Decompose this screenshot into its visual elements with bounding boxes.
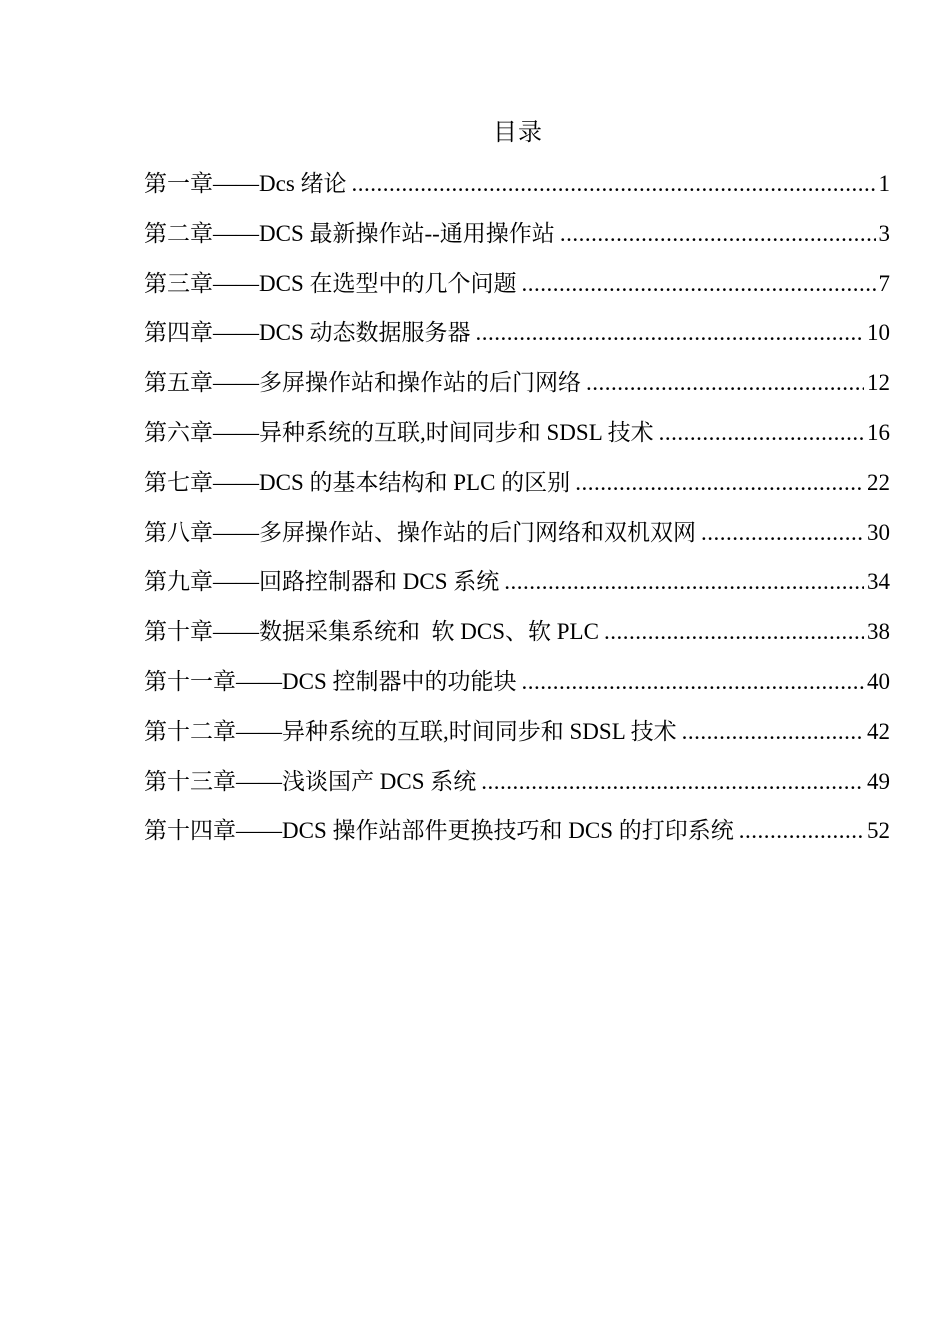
toc-entry-page: 1 xyxy=(878,171,890,196)
toc-leader-dots xyxy=(481,764,864,800)
toc-entry[interactable] xyxy=(144,266,890,316)
toc-entry-page: 52 xyxy=(867,818,890,844)
toc-leader-dots xyxy=(504,564,864,600)
toc-entry[interactable] xyxy=(144,365,890,415)
toc-entry-text: 第二章——DCS 最新操作站--通用操作站 xyxy=(144,220,555,246)
toc-entry-page: 3 xyxy=(878,220,890,246)
toc-entry-page: 7 xyxy=(878,270,890,296)
toc-entry-page: 16 xyxy=(867,419,890,445)
toc-leader-dots xyxy=(682,714,864,750)
toc-entry-page: 12 xyxy=(867,370,890,396)
toc-entry-text: 第三章——DCS 在选型中的几个问题 xyxy=(144,270,517,296)
toc-entry-text: 第十三章——浅谈国产 DCS 系统 xyxy=(144,768,477,794)
toc-entry-page: 40 xyxy=(867,668,890,694)
toc-leader-dots xyxy=(522,664,865,700)
toc-leader-dots xyxy=(560,216,876,252)
toc-leader-dots xyxy=(352,166,876,202)
toc-entry-text: 第十四章——DCS 操作站部件更换技巧和 DCS 的打印系统 xyxy=(144,818,734,844)
toc-entry[interactable] xyxy=(144,813,890,863)
toc-entry[interactable] xyxy=(144,166,890,216)
toc-entry-text: 第十二章——异种系统的互联,时间同步和 SDSL 技术 xyxy=(144,718,677,744)
toc-entry-page: 34 xyxy=(867,569,890,595)
toc-entry-page: 10 xyxy=(867,320,890,346)
toc-entry-page: 30 xyxy=(867,519,890,545)
toc-entry-text: 第七章——DCS 的基本结构和 PLC 的区别 xyxy=(144,469,571,495)
toc-entry-page: 42 xyxy=(867,718,890,744)
toc-entry-text: 第十一章——DCS 控制器中的功能块 xyxy=(144,668,517,694)
toc-leader-dots xyxy=(575,465,864,501)
toc-entry-page: 49 xyxy=(867,768,890,794)
toc-entry[interactable] xyxy=(144,465,890,515)
toc-leader-dots xyxy=(701,515,864,551)
toc-entry-page: 22 xyxy=(867,469,890,495)
toc-leader-dots xyxy=(659,415,864,451)
toc-entry[interactable] xyxy=(144,315,890,365)
toc-entry[interactable] xyxy=(144,415,890,465)
toc-leader-dots xyxy=(476,315,865,351)
toc-list xyxy=(144,166,890,863)
toc-entry-text: 第十章——数据采集系统和 软 DCS、软 PLC xyxy=(144,619,599,645)
toc-entry-text: 第五章——多屏操作站和操作站的后门网络 xyxy=(144,370,581,396)
toc-entry[interactable] xyxy=(144,614,890,664)
toc-title: 目录 xyxy=(493,120,543,146)
toc-entry-text: 第六章——异种系统的互联,时间同步和 SDSL 技术 xyxy=(144,419,654,445)
toc-entry-text: 第四章——DCS 动态数据服务器 xyxy=(144,320,471,346)
toc-leader-dots xyxy=(522,266,876,302)
toc-entry[interactable] xyxy=(144,664,890,714)
toc-entry[interactable] xyxy=(144,564,890,614)
toc-leader-dots xyxy=(586,365,864,401)
toc-leader-dots xyxy=(739,813,864,849)
toc-entry-text: 第八章——多屏操作站、操作站的后门网络和双机双网 xyxy=(144,519,696,545)
toc-leader-dots xyxy=(604,614,864,650)
toc-entry-text: 第一章——Dcs 绪论 xyxy=(144,171,347,196)
toc-entry[interactable] xyxy=(144,515,890,565)
toc-entry[interactable] xyxy=(144,714,890,764)
toc-entry[interactable] xyxy=(144,764,890,814)
toc-entry-page: 38 xyxy=(867,619,890,645)
toc-entry[interactable] xyxy=(144,216,890,266)
toc-entry-text: 第九章——回路控制器和 DCS 系统 xyxy=(144,569,500,595)
